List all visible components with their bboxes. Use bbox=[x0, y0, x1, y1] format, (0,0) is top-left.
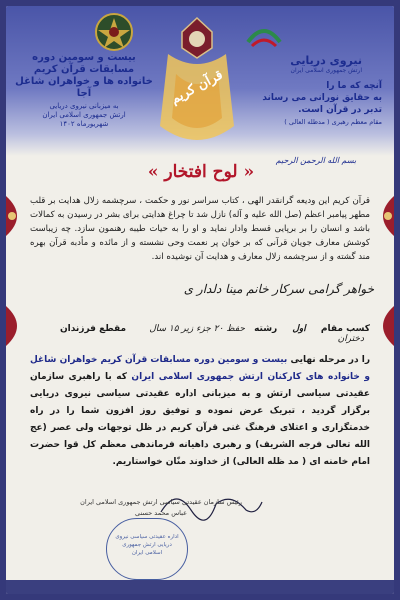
navy-brand-title: نیروی دریایی bbox=[290, 54, 362, 67]
quote-line-1: آنچه که ما را bbox=[326, 81, 382, 91]
navy-brand-text bbox=[242, 54, 362, 74]
navy-brand-sub: ارتش جمهوری اسلامی ایران bbox=[290, 67, 362, 74]
right-ornament bbox=[372, 196, 394, 236]
field-label: رشته bbox=[254, 324, 278, 334]
section-value: دختران bbox=[337, 334, 364, 344]
signature-name: عباس محمد حسنی bbox=[135, 509, 187, 517]
stamp-text: اداره عقیدتی سیاسی نیروی دریایی ارتش جمهوری اسلامی ایران bbox=[115, 534, 179, 556]
central-logo bbox=[156, 14, 238, 154]
left-ornament bbox=[6, 196, 28, 236]
mid-left-ornament bbox=[6, 306, 28, 346]
header-line-4: به میزبانی نیروی دریایی bbox=[49, 102, 119, 110]
quote-line-4: مقام معظم رهبری ( مدظله العالی ) bbox=[284, 118, 382, 126]
bismillah: بسم الله الرحمن الرحیم bbox=[275, 156, 357, 165]
header-title-block bbox=[14, 52, 154, 129]
official-stamp bbox=[106, 518, 188, 580]
header-line-2: مسابقات قرآن کریم bbox=[33, 64, 135, 75]
header-line-5: ارتش جمهوری اسلامی ایران bbox=[42, 111, 126, 119]
quote-line-3: تدبر در قرآن است. bbox=[298, 105, 382, 115]
section-label: مقطع فرزندان bbox=[59, 324, 127, 334]
bottom-border bbox=[6, 580, 394, 594]
header-line-1: بیست و سومین دوره bbox=[32, 52, 136, 63]
army-emblem bbox=[94, 12, 134, 52]
quote-line-2: به حقایق نورانی می رساند bbox=[262, 93, 382, 103]
rank-label: کسب مقام bbox=[320, 324, 370, 334]
field-value: حفظ ۲۰ جزء زیر ۱۵ سال bbox=[149, 324, 245, 334]
logo-calligraphy: قرآن کریم bbox=[168, 67, 226, 108]
header-line-6: شهریورماه ۱۴۰۲ bbox=[59, 120, 109, 128]
certificate-paper bbox=[6, 6, 394, 594]
signature-title: رئیس سازمان عقیدتی سیاسی ارتش جمهوری اسلامی ایران bbox=[80, 498, 242, 506]
header-line-3: خانواده ها و خواهران شاغل آجا bbox=[15, 76, 153, 99]
main-body bbox=[30, 352, 370, 471]
rank-value: اول bbox=[292, 324, 306, 334]
intro-paragraph: قرآن کریم این ودیعه گرانقدر الهی ، کتاب سراسر نور و حکمت ، سرچشمه زلال هدایت بر قلب مطهر پیامبر اعظم (صل الله علیه و آله) نازل شد تا چراغ هدایتی برای بشر در رسیدن به کمالات باشد و انسان را بر برپایی قسط وادار نماید و او را به حیات طیبه رهنمون سازد. چه زیباست کوشش معارف جویان قرآنی که بر خوان پر نعمت وحی نشسته و از مائده و مأدبه قرآن بهره مند گشته و از سرچشمه زلال معارف و هدایت آن نوشیده اند. bbox=[30, 196, 370, 262]
rank-row bbox=[30, 324, 370, 344]
navy-brand bbox=[242, 12, 286, 56]
leader-quote bbox=[232, 80, 382, 128]
recipient-name: خواهر گرامی سرکار خانم مینا دلدار ی bbox=[183, 282, 374, 296]
body-line-2: که با راهبری سازمان عقیدتی سیاسی ارتش و به میزبانی اداره عقیدتی سیاسی نیروی دریایی برگزار گردید ، تبریک عرض نموده و توفیق روز افزون شما را در راه خدمتگزاری و اعتلای فرهنگ غنی قرآن کریم در ظل توجهات ولی عصر (عج الله تعالی فرجه الشریف) و رهبری داهیانه فرماندهی معظم کل قوا حضرت امام خامنه ای ( مد ظله العالی) از خداوند منّان خواستاریم. bbox=[30, 372, 370, 467]
body-line-1: را در مرحله نهایی bbox=[290, 355, 371, 365]
certificate-title: « لوح افتخار » bbox=[147, 162, 255, 182]
mid-right-ornament bbox=[372, 306, 394, 346]
body-highlight: بیست و سومین دوره مسابقات قرآن کریم خواهران شاغل و خانواده های کارکنان ارتش جمهوری اسلامی ایران bbox=[30, 355, 370, 382]
